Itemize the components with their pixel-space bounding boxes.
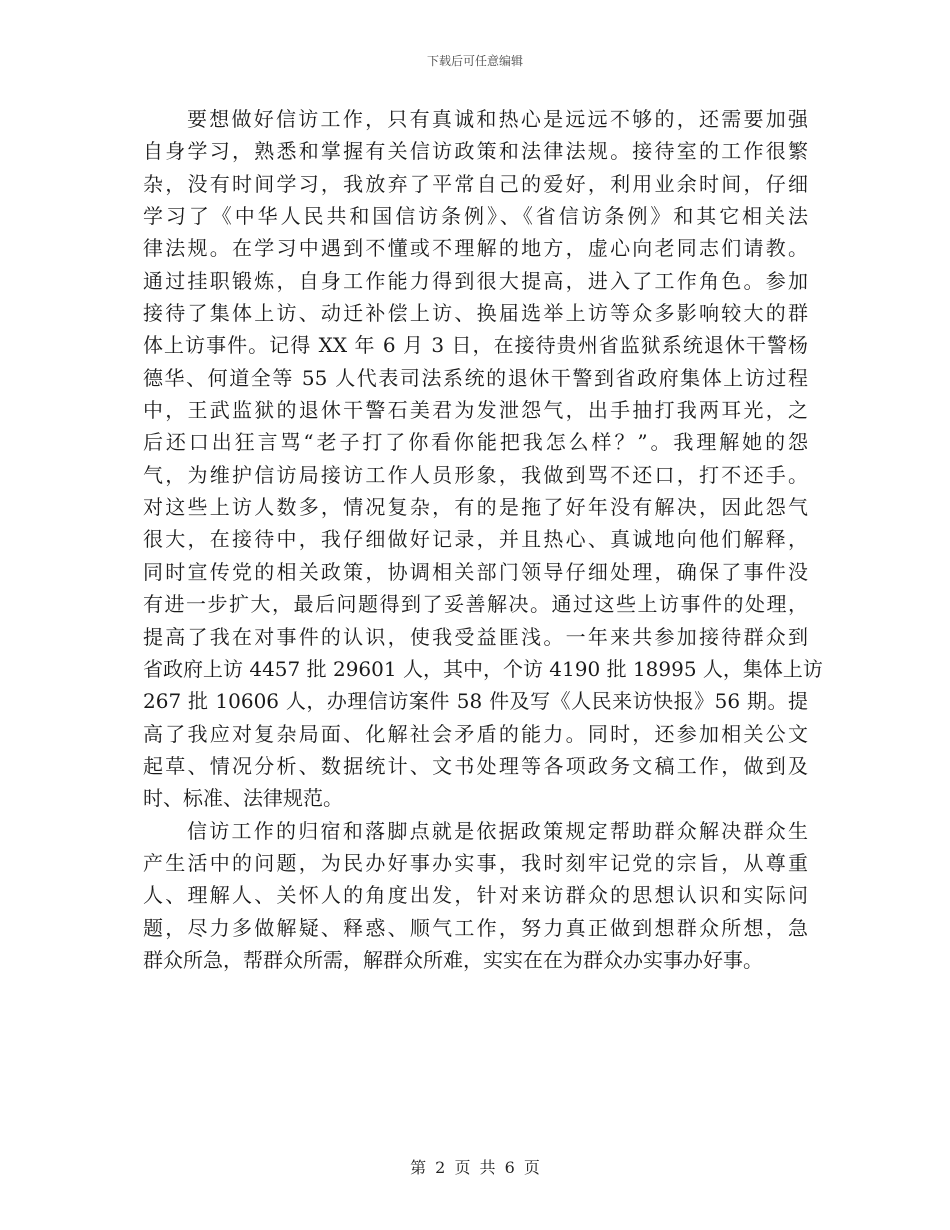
page-number-footer: 第 2 页 共 6 页 <box>410 1158 540 1177</box>
paragraph-line: 对这些上访人数多，情况复杂，有的是拖了好年没有解决，因此怨气 <box>143 495 808 520</box>
paragraph-line: 要想做好信访工作，只有真诚和热心是远远不够的，还需要加强 <box>187 107 808 131</box>
paragraph-line: 学习了《中华人民共和国信访条例》、《省信访条例》和其它相关法 <box>143 204 808 229</box>
paragraph-line: 有进一步扩大，最后问题得到了妥善解决。通过这些上访事件的处理， <box>143 592 808 617</box>
paragraph-line: 后还口出狂言骂“老子打了你看你能把我怎么样？”。我理解她的怨 <box>143 430 808 455</box>
paragraph-line: 很大，在接待中，我仔细做好记录，并且热心、真诚地向他们解释， <box>143 527 808 552</box>
paragraph-line: 律法规。在学习中遇到不懂或不理解的地方，虚心向老同志们请教。 <box>143 236 808 261</box>
paragraph-line: 体上访事件。记得 XX 年 6 月 3 日，在接待贵州省监狱系统退休干警杨 <box>143 333 808 358</box>
paragraph-line: 时、标准、法律规范。 <box>143 786 343 811</box>
paragraph-line: 题，尽力多做解疑、释惑、顺气工作，努力真正做到想群众所想，急 <box>143 915 808 940</box>
page-header-note: 下载后可任意编辑 <box>426 54 523 68</box>
paragraph-line: 高了我应对复杂局面、化解社会矛盾的能力。同时，还参加相关公文 <box>143 721 808 746</box>
paragraph-line: 自身学习，熟悉和掌握有关信访政策和法律法规。接待室的工作很繁 <box>143 139 808 164</box>
paragraph-line: 产生活中的问题，为民办好事办实事，我时刻牢记党的宗旨，从尊重 <box>143 850 808 875</box>
paragraph-line: 气，为维护信访局接访工作人员形象，我做到骂不还口，打不还手。 <box>143 462 808 487</box>
document-body <box>143 103 823 976</box>
paragraph-line: 同时宣传党的相关政策，协调相关部门领导仔细处理，确保了事件没 <box>143 559 808 584</box>
paragraph-line: 提高了我在对事件的认识，使我受益匪浅。一年来共参加接待群众到 <box>143 624 808 649</box>
paragraph-line: 267 批 10606 人，办理信访案件 58 件及写《人民来访快报》56 期。提 <box>143 689 808 714</box>
paragraph-line: 省政府上访 4457 批 29601 人，其中，个访 4190 批 18995 人，集体上访 <box>143 656 823 681</box>
paragraph-line: 通过挂职锻炼，自身工作能力得到很大提高，进入了工作角色。参加 <box>143 268 808 293</box>
paragraph-1 <box>143 103 823 815</box>
paragraph-line: 群众所急，帮群众所需，解群众所难，实实在在为群众办实事办好事。 <box>143 947 763 972</box>
paragraph-line: 起草、情况分析、数据统计、文书处理等各项政务文稿工作，做到及 <box>143 753 808 778</box>
paragraph-line: 人、理解人、关怀人的角度出发，针对来访群众的思想认识和实际问 <box>143 883 808 908</box>
paragraph-2 <box>143 815 808 977</box>
paragraph-line: 信访工作的归宿和落脚点就是依据政策规定帮助群众解决群众生 <box>187 818 808 843</box>
paragraph-line: 杂，没有时间学习，我放弃了平常自己的爱好，利用业余时间，仔细 <box>143 171 808 196</box>
paragraph-line: 德华、何道全等 55 人代表司法系统的退休干警到省政府集体上访过程 <box>143 365 808 390</box>
paragraph-line: 接待了集体上访、动迁补偿上访、换届选举上访等众多影响较大的群 <box>143 301 808 326</box>
paragraph-line: 中，王武监狱的退休干警石美君为发泄怨气，出手抽打我两耳光，之 <box>143 398 808 423</box>
